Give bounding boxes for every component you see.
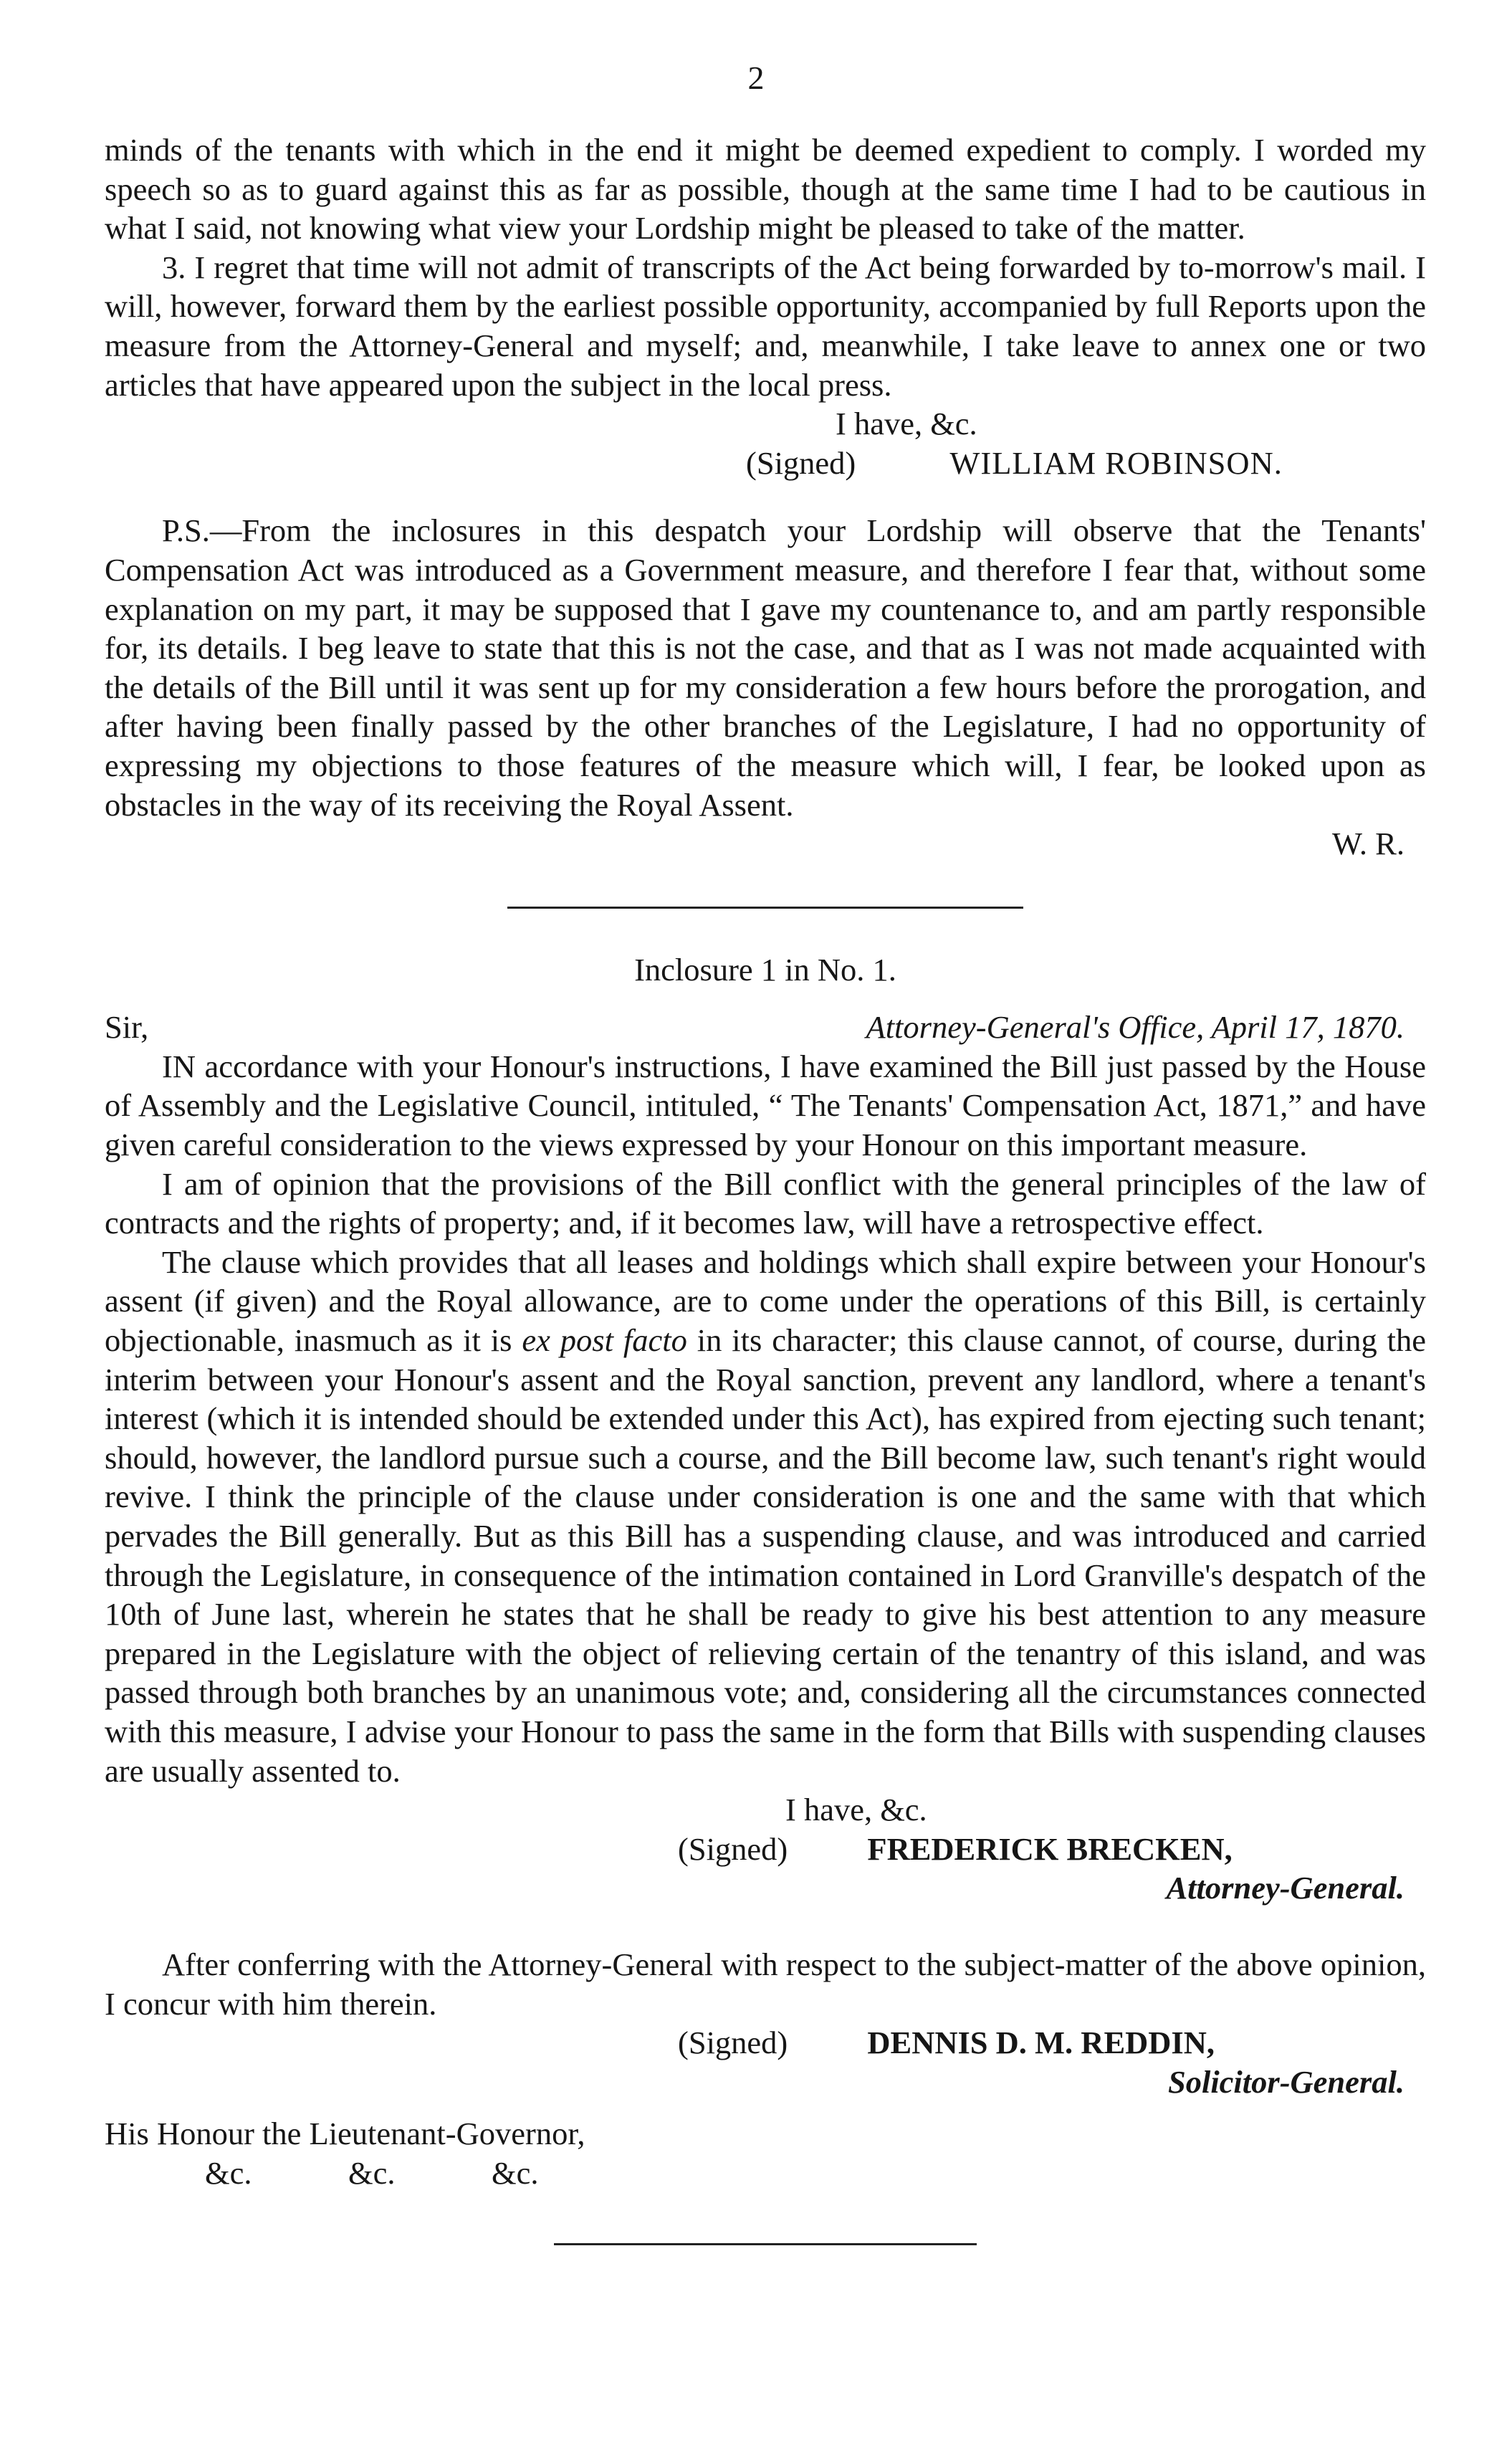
signed-label: (Signed): [678, 1830, 788, 1867]
etc-3: &c.: [492, 2154, 539, 2191]
section-divider: [507, 907, 1023, 909]
signatory-name: WILLIAM ROBINSON.: [949, 444, 1283, 481]
inclosure-signature-line: [105, 1830, 1426, 1869]
inclosure-dateline-row: [105, 1008, 1426, 1047]
inclosure-paragraph-3: [105, 1243, 1426, 1790]
document-body: [105, 130, 1426, 2287]
letter-paragraph-2: 3. I regret that time will not admit of transcripts of the Act being forwarded by to-morrow's mail. I will, however, forward them by the earliest possible opportunity, accompanied by full Reports upon the measure from the Attorney-General and myself; and, meanwhile, I take leave to annex one or two articles that have appeared upon the subject in the local press.: [105, 249, 1426, 403]
etc-2: &c.: [348, 2154, 396, 2191]
page-number: 2: [747, 59, 765, 96]
letter-paragraph-1: minds of the tenants with which in the end it might be deemed expedient to comply. I worded my speech so as to guard against this as far as possible, though at the same time I had to be cautious in what I said, not knowing what view your Lordship might be pleased to take of the matter.: [105, 132, 1426, 247]
letter-closing: I have, &c.: [836, 406, 977, 442]
addressee-etc-row: [105, 2154, 1426, 2193]
signatory-name: FREDERICK BRECKEN,: [867, 1830, 1233, 1867]
concurrence-signature-line: [105, 2023, 1426, 2063]
inclosure-paragraph-3-part-b: in its character; this clause cannot, of course, during the interim between your Honour's assent and the Royal sanction, prevent any landlord, where a tenant's interest (which it is intended should be extended under this Act), has expired from ejecting such tenant; should, however, the landlord pursue such a course, and the Bill become law, such tenant's right would revive. I think the principle of the clause under consideration is one and the same with that which pervades the Bill generally. But as this Bill has a suspending clause, and was introduced and carried through the Legislature, in consequence of the intimation contained in Lord Granville's despatch of the 10th of June last, wherein he states that he shall be ready to give his best attention to any measure prepared in the Legislature with the object of relieving certain of the tenantry of this island, and was passed through both branches by an unanimous vote; and, considering all the circumstances connected with this measure, I advise your Honour to pass the same in the form that Bills with suspending clauses are usually assented to.: [105, 1322, 1426, 1789]
signatory-title-text: Solicitor-General.: [1167, 2063, 1405, 2100]
signed-label: (Signed): [746, 444, 856, 481]
signed-label: (Signed): [678, 2025, 788, 2061]
closing-divider: [554, 2243, 977, 2245]
inclosure-paragraph-2: I am of opinion that the provisions of the Bill conflict with the general principles of the law of contracts and the rights of property; and, if it becomes law, will have a retrospective effect.: [105, 1165, 1426, 1241]
concurrence-paragraph: After conferring with the Attorney-General with respect to the subject-matter of the above opinion, I concur with him therein.: [105, 1946, 1426, 2022]
inclosure-closing: I have, &c.: [785, 1792, 927, 1828]
inclosure-caption: Inclosure 1 in No. 1.: [634, 951, 896, 988]
signatory-title: [105, 1868, 1426, 1908]
salutation: Sir,: [105, 1009, 149, 1046]
letter-signature-line: [105, 444, 1426, 483]
signatory-title-text: Attorney-General.: [1166, 1870, 1405, 1906]
postscript: P.S.—From the inclosures in this despatch your Lordship will observe that the Tenants' Compensation Act was introduced as a Government measure, and therefore I fear that, without some explanation on my part, it may be supposed that I gave my countenance to, and am partly responsible for, its details. I beg leave to state that this is not the case, and that as I was not made acquainted with the details of the Bill until it was sent up for my consideration a few hours before the prorogation, and after having been finally passed by the other branches of the Legislature, I had no opportunity of expressing my objections to those features of the measure which will, I fear, be looked upon as obstacles in the way of its receiving the Royal Assent.: [105, 512, 1426, 823]
signatory-name: DENNIS D. M. REDDIN,: [867, 2025, 1215, 2061]
latin-phrase: ex post facto: [522, 1322, 687, 1359]
addressee: His Honour the Lieutenant-Governor,: [105, 2116, 585, 2152]
signatory-title: [105, 2063, 1426, 2102]
postscript-initials: W. R.: [1332, 826, 1405, 862]
dateline: Attorney-General's Office, April 17, 1870.: [866, 1009, 1405, 1046]
etc-1: &c.: [205, 2154, 252, 2191]
inclosure-paragraph-1: IN accordance with your Honour's instructions, I have examined the Bill just passed by the House of Assembly and the Legislative Council, intituled, “ The Tenants' Compensation Act, 1871,” and have given careful consideration to the views expressed by your Honour on this important measure.: [105, 1048, 1426, 1163]
inclosure-paragraph-3-part-a: The clause which provides that all leases and holdings which shall expire between your Honour's assent (if given) and the Royal allowance, are to come under the operations of this Bill, is certainly objectionable, inasmuch as it is: [105, 1243, 1426, 1359]
